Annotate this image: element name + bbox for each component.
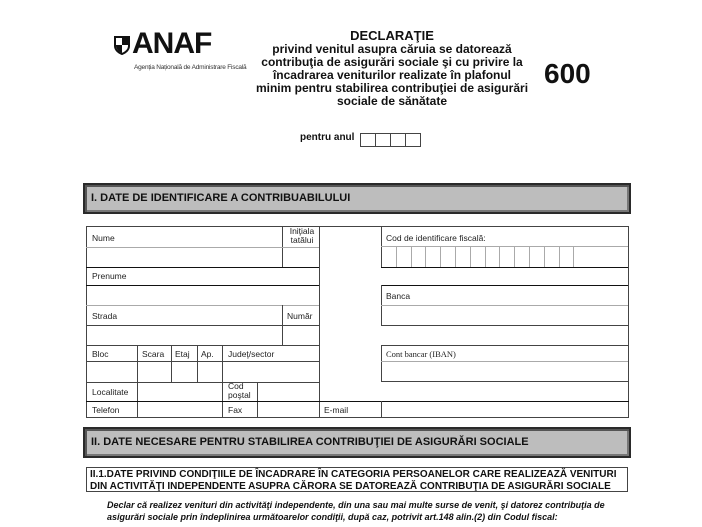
label-fax: Fax <box>228 405 243 415</box>
anaf-logo <box>112 27 247 79</box>
cif-digit-divider <box>499 247 500 267</box>
email-field[interactable] <box>382 402 628 417</box>
label-prenume: Prenume <box>92 271 127 281</box>
form-title <box>240 28 544 108</box>
bloc-field[interactable] <box>87 362 137 382</box>
cif-digit-divider <box>440 247 441 267</box>
shield-icon <box>114 36 130 55</box>
divider <box>86 345 319 346</box>
label-localitate: Localitate <box>92 387 129 397</box>
cif-digit-divider <box>559 247 560 267</box>
declaration-text: Declar că realizez venituri din activităţi independente, din una sau mai multe surse de venit, şi datorez contribuţia de asigurări sociale prin îndeplinirea următoarelor condiţii, după caz, potrivit art.148 alin.(2) din Codul fiscal: <box>107 500 605 522</box>
label-numar: Număr <box>287 311 313 321</box>
title-main: DECLARAŢIE <box>350 28 434 43</box>
logo-wordmark: ANAF <box>132 27 212 60</box>
section-1-title: I. DATE DE IDENTIFICARE A CONTRIBUABILULUI <box>91 192 351 204</box>
cif-digit-divider <box>529 247 530 267</box>
etaj-field[interactable] <box>172 362 197 382</box>
subsection-2-1-header <box>86 467 628 492</box>
divider <box>86 226 629 227</box>
cif-digit-divider <box>455 247 456 267</box>
label-scara: Scara <box>142 349 165 359</box>
telefon-field[interactable] <box>138 402 222 417</box>
year-digit-box[interactable] <box>405 133 421 147</box>
subtitle-line: minim pentru stabilirea contribuţiei de asigurări <box>255 81 529 95</box>
cif-digit-divider <box>544 247 545 267</box>
numar-field[interactable] <box>283 326 319 345</box>
label-cif: Cod de identificare fiscală: <box>386 233 486 243</box>
year-digit-box[interactable] <box>375 133 391 147</box>
label-judet: Judeţ/sector <box>228 349 275 359</box>
cod-postal-field[interactable] <box>258 383 319 401</box>
cif-digit-divider <box>396 247 397 267</box>
logo-agency-name: Agenția Națională de Administrare Fiscală <box>134 64 247 71</box>
subtitle-line: sociale de sănătate <box>336 94 448 108</box>
cif-digit-divider <box>573 247 574 267</box>
year-digit-box[interactable] <box>360 133 376 147</box>
divider <box>86 267 319 268</box>
divider <box>86 305 319 306</box>
banca-field[interactable] <box>382 306 628 325</box>
section-1-header <box>83 183 631 214</box>
divider <box>381 325 628 326</box>
label-banca: Banca <box>386 291 411 301</box>
year-label: pentru anul <box>300 132 355 143</box>
subsection-2-1-title: II.1.DATE PRIVIND CONDIŢIILE DE ÎNCADRARE ÎN CATEGORIA PERSOANELOR CARE REALIZEAZĂ VENITURI DIN ACTIVITĂŢI INDEPENDENTE ASUPRA CĂRORA SE DATOREAZĂ CONTRIBUŢIA DE ASIGURĂRI SOCIALE <box>90 469 617 492</box>
ap-field[interactable] <box>198 362 222 382</box>
label-email: E-mail <box>324 405 349 415</box>
section-2-title: II. DATE NECESARE PENTRU STABILIREA CONTRIBUŢIEI DE ASIGURĂRI SOCIALE <box>91 436 529 448</box>
subtitle-line: contribuţia de asigurări sociale şi cu privire la <box>261 55 523 69</box>
strada-field[interactable] <box>87 326 282 345</box>
label-initiala-tatalui: Iniţiala tatălui <box>289 226 315 245</box>
localitate-field[interactable] <box>138 383 222 401</box>
cif-digit-divider <box>485 247 486 267</box>
iban-field[interactable] <box>382 362 628 381</box>
label-ap: Ap. <box>201 349 214 359</box>
prenume-field[interactable] <box>87 286 319 305</box>
initiala-field[interactable] <box>283 248 319 267</box>
cif-digit-divider <box>425 247 426 267</box>
subtitle-line: încadrarea veniturilor realizate în plafonul <box>272 68 512 82</box>
divider <box>381 285 628 286</box>
label-strada: Strada <box>92 311 118 321</box>
year-digit-box[interactable] <box>390 133 406 147</box>
label-telefon: Telefon <box>92 405 120 415</box>
divider <box>381 267 628 268</box>
label-cod-postal: Cod poştal <box>228 381 251 400</box>
divider <box>381 345 628 346</box>
cif-digit-divider <box>514 247 515 267</box>
cif-digit-divider <box>411 247 412 267</box>
judet-field[interactable] <box>223 362 319 382</box>
divider <box>628 226 629 418</box>
divider <box>319 226 320 418</box>
label-nume: Nume <box>92 233 115 243</box>
label-iban: Cont bancar (IBAN) <box>386 349 456 359</box>
divider <box>381 246 628 247</box>
section-2-header <box>83 427 631 458</box>
divider <box>381 381 628 382</box>
subtitle-line: privind venitul asupra căruia se datorează <box>272 42 512 56</box>
fax-field[interactable] <box>258 402 319 417</box>
cif-digit-divider <box>470 247 471 267</box>
scara-field[interactable] <box>138 362 171 382</box>
year-input[interactable] <box>361 133 421 147</box>
form-code: 600 <box>544 58 591 89</box>
divider <box>86 417 629 418</box>
label-bloc: Bloc <box>92 349 109 359</box>
label-etaj: Etaj <box>175 349 190 359</box>
nume-field[interactable] <box>87 248 282 267</box>
